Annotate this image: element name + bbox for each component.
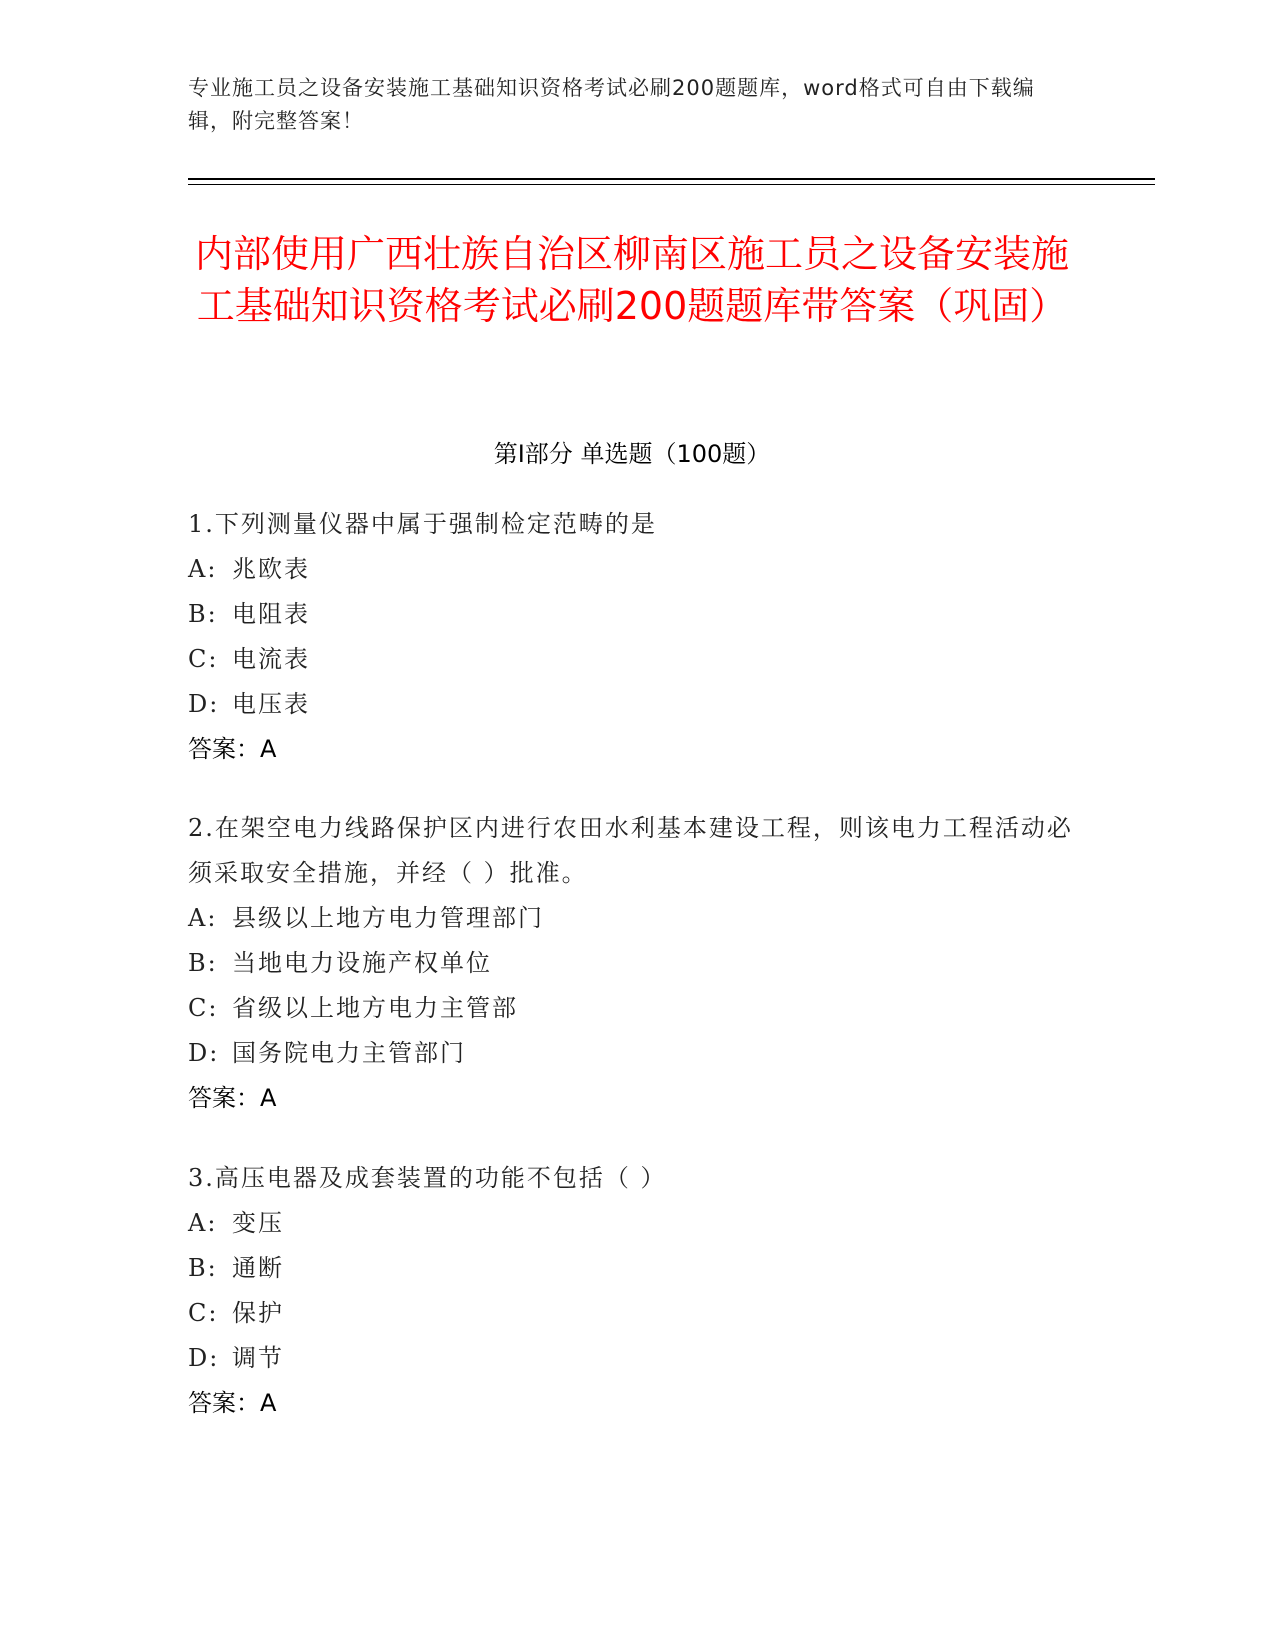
option-letter: B: — [188, 600, 218, 628]
option-a — [188, 896, 1088, 941]
option-letter: C: — [188, 645, 219, 673]
option-d — [188, 682, 1088, 727]
option-text: 保护 — [232, 1299, 284, 1327]
option-d — [188, 1336, 1088, 1381]
option-letter: C: — [188, 1299, 219, 1327]
option-letter: D: — [188, 1344, 220, 1372]
option-text: 国务院电力主管部门 — [232, 1039, 466, 1067]
answer-line: 答案：A — [188, 1389, 277, 1417]
option-letter: A: — [188, 1209, 218, 1237]
option-text: 电阻表 — [232, 600, 310, 628]
option-letter: B: — [188, 1254, 218, 1282]
option-b — [188, 941, 1088, 986]
option-d — [188, 1031, 1088, 1076]
question-stem: 3.高压电器及成套装置的功能不包括（ ） — [188, 1164, 667, 1192]
option-c — [188, 637, 1088, 682]
option-letter: A: — [188, 555, 218, 583]
option-text: 电压表 — [232, 690, 310, 718]
option-b — [188, 1246, 1088, 1291]
option-text: 电流表 — [232, 645, 310, 673]
option-text: 当地电力设施产权单位 — [232, 949, 492, 977]
option-text: 通断 — [232, 1254, 284, 1282]
header-note: 专业施工员之设备安装施工基础知识资格考试必刷200题题库，word格式可自由下载编辑，附完整答案！ — [188, 76, 1035, 133]
option-text: 省级以上地方电力主管部 — [232, 994, 518, 1022]
option-letter: A: — [188, 904, 218, 932]
option-letter: C: — [188, 994, 219, 1022]
option-text: 兆欧表 — [232, 555, 310, 583]
option-letter: B: — [188, 949, 218, 977]
question-2 — [188, 806, 1088, 1121]
option-a — [188, 1201, 1088, 1246]
question-3 — [188, 1156, 1088, 1426]
option-a — [188, 547, 1088, 592]
header-divider-thin — [188, 184, 1155, 185]
question-stem: 1.下列测量仪器中属于强制检定范畴的是 — [188, 510, 657, 538]
option-text: 县级以上地方电力管理部门 — [232, 904, 544, 932]
question-stem: 2.在架空电力线路保护区内进行农田水利基本建设工程，则该电力工程活动必须采取安全措施，并经（ ）批准。 — [188, 814, 1073, 887]
section-heading: 第Ⅰ部分 单选题（100题） — [493, 440, 771, 468]
option-letter: D: — [188, 1039, 220, 1067]
question-1 — [188, 502, 1088, 772]
answer-line: 答案：A — [188, 735, 277, 763]
document-title: 内部使用广西壮族自治区柳南区施工员之设备安装施工基础知识资格考试必刷200题题库带答案（巩固） — [194, 232, 1069, 328]
option-letter: D: — [188, 690, 220, 718]
header-divider-thick — [188, 178, 1155, 180]
option-b — [188, 592, 1088, 637]
option-c — [188, 1291, 1088, 1336]
option-c — [188, 986, 1088, 1031]
answer-line: 答案：A — [188, 1084, 277, 1112]
option-text: 变压 — [232, 1209, 284, 1237]
option-text: 调节 — [232, 1344, 284, 1372]
